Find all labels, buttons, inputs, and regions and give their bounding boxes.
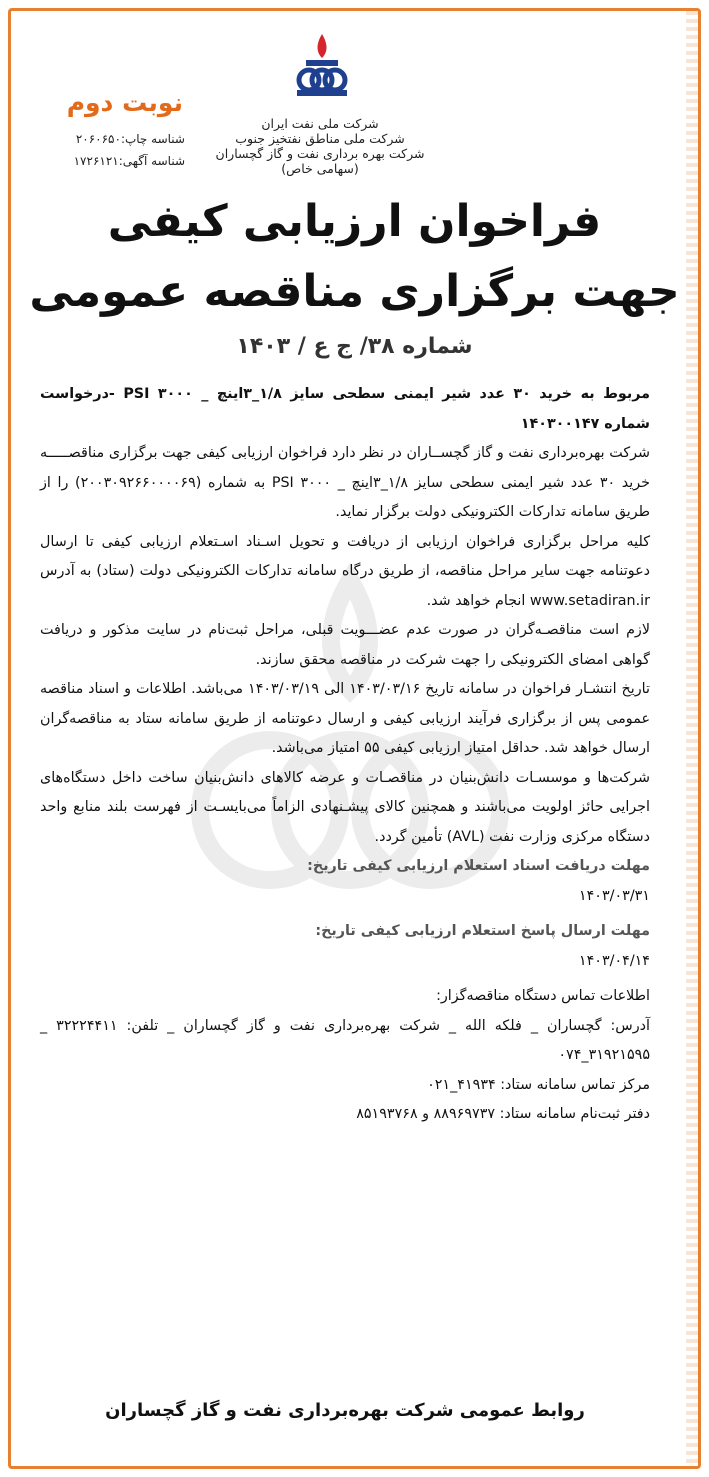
subject: مربوط به خرید ۳۰ عدد شیر ایمنی سطحی سایز ۱/۸_۳اینچ _ ۳۰۰۰ PSI -درخواست شماره ۱۴۰۳۰۰۱۴۷ xyxy=(40,386,650,432)
notice-body xyxy=(40,380,650,1130)
address: آدرس: گچساران _ فلکه الله _ شرکت بهره‌برداری نفت و گاز گچساران _ تلفن: ۳۲۲۲۴۴۱۱ _ ۳۱۹۲۱۵۹۵_۰۷۴ xyxy=(40,1017,650,1063)
company-names xyxy=(190,116,450,176)
paragraph: کلیه مراحل برگزاری فراخوان ارزیابی از دریافت و تحویل اسـناد اسـتعلام ارزیابی کیفی تا ارسال دعوتنامه جهت سایر مراحل مناقصه، از طریق درگاه سامانه تدارکات الکترونیکی دولت (ستاد) به آدرس www.setadiran.ir انجام خواهد شد. xyxy=(40,533,650,609)
page-title-line1: فراخوان ارزیابی کیفی xyxy=(107,196,602,247)
nioc-logo-icon xyxy=(292,30,352,100)
company-line: شرکت ملی مناطق نفتخیز جنوب xyxy=(235,131,405,146)
page-title-line2: جهت برگزاری مناقصه عمومی xyxy=(29,266,680,317)
print-id: شناسه چاپ:۲۰۶۰۶۵۰ xyxy=(75,132,185,146)
deadline-label: مهلت ارسال پاسخ استعلام ارزیابی کیفی تاریخ: xyxy=(315,923,650,939)
contact-title: اطلاعات تماس دستگاه مناقصه‌گزار: xyxy=(436,988,650,1004)
footer-signature: روابط عمومی شرکت بهره‌برداری نفت و گاز گچساران xyxy=(105,1400,585,1421)
support-phone: مرکز تماس سامانه ستاد: ۴۱۹۳۴_۰۲۱ xyxy=(427,1076,650,1093)
registration-phone: دفتر ثبت‌نام سامانه ستاد: ۸۸۹۶۹۷۳۷ و ۸۵۱۹۳۷۶۸ xyxy=(356,1106,650,1122)
ad-id: شناسه آگهی:۱۷۲۶۱۲۱ xyxy=(73,154,185,168)
deadline-date: ۱۴۰۳/۰۳/۳۱ xyxy=(578,887,650,904)
deadline-label: مهلت دریافت اسناد استعلام ارزیابی کیفی تاریخ: xyxy=(307,858,650,874)
company-line: شرکت ملی نفت ایران xyxy=(261,116,379,131)
paragraph: شرکت بهره‌برداری نفت و گاز گچســاران در نظر دارد فراخوان ارزیابی کیفی جهت برگزاری مناقصـــــه خرید ۳۰ عدد شیر ایمنی سطحی سایز ۱/۸_۳اینچ _ ۳۰۰۰ PSI به شماره (۲۰۰۳۰۹۲۶۶۰۰۰۰۶۹) را از طریق سامانه تدارکات الکترونیکی دولت برگزار نماید. xyxy=(40,445,651,520)
tender-number: شماره ۳۸/ ج ع / ۱۴۰۳ xyxy=(236,334,473,359)
deadline-date: ۱۴۰۳/۰۴/۱۴ xyxy=(578,952,650,969)
paragraph: لازم است مناقصـه‌گران در صورت عدم عضـــویت قبلی، مراحل ثبت‌نام در سایت مذکور و دریافت گواهی امضای الکترونیکی را جهت شرکت در مناقصه محقق سازند. xyxy=(40,622,650,668)
round-badge: نوبت دوم xyxy=(66,88,183,117)
header xyxy=(0,20,709,190)
company-line: (سهامی خاص) xyxy=(281,161,359,176)
id-block xyxy=(35,128,185,172)
company-line: شرکت بهره برداری نفت و گاز گچساران xyxy=(215,146,425,161)
paragraph: شرکت‌ها و موسسـات دانش‌بنیان در مناقصـات و عرضه کالاهای دانش‌بنیان ساخت داخل دستگاه‌های اجرایی حائز اولویت می‌باشند و همچنین کالای پیشـنهادی الزاماً می‌بایسـت از فهرست بلند منابع واحد دستگاه مرکزی وزارت نفت (AVL) تأمین گردد. xyxy=(40,769,650,845)
paragraph: تاریخ انتشـار فراخوان در سامانه تاریخ ۱۴۰۳/۰۳/۱۶ الی ۱۴۰۳/۰۳/۱۹ می‌باشد. اطلاعات و اسناد مناقصه عمومی پس از برگزاری فرآیند ارزیابی کیفی و ارسال دعوتنامه از طریق سامانه ستاد به مناقصه‌گران ارسال خواهد شد. حداقل امتیاز ارزیابی کیفی ۵۵ امتیاز می‌باشد. xyxy=(40,681,650,756)
